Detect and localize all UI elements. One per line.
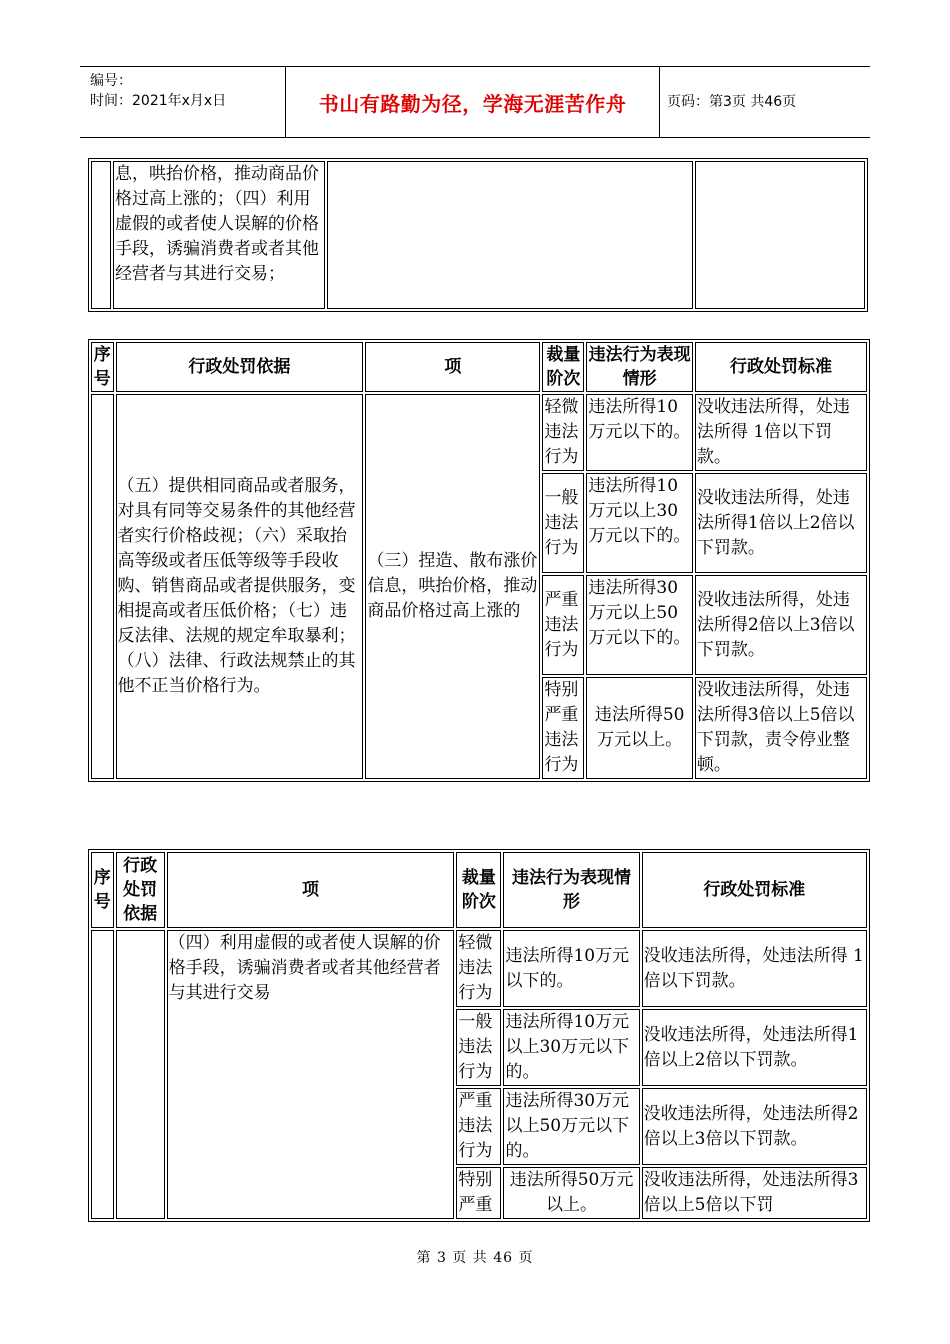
header-seq: 序号 (91, 852, 114, 928)
situation-cell: 违法所得30万元以上50万元以下的。 (503, 1088, 639, 1165)
header-motto-cell (285, 67, 660, 137)
header-standard: 行政处罚标准 (695, 342, 867, 392)
page-footer: 第 3 页 共 46 页 (416, 1250, 534, 1266)
header-level: 裁量阶次 (456, 852, 501, 928)
penalty-table-4 (88, 849, 870, 1222)
situation-cell: 违法所得30万元以上50万元以下的。 (586, 575, 693, 675)
penalty-table-3 (88, 339, 870, 782)
motto-text: 书山有路勤为径，学海无涯苦作舟 (318, 91, 627, 116)
level-cell: 严重违法行为 (542, 575, 584, 675)
header-item: 项 (365, 342, 540, 392)
situation-cell: 违法所得10万元以上30万元以下的。 (503, 1009, 639, 1086)
table-cell (695, 161, 865, 309)
header-standard: 行政处罚标准 (642, 852, 867, 928)
standard-cell: 没收违法所得，处违法所得1倍以上2倍以下罚款。 (695, 473, 867, 573)
header-situation: 违法行为表现情形 (503, 852, 639, 928)
level-cell: 一般违法行为 (456, 1009, 501, 1086)
table-row (91, 930, 867, 1007)
header-level: 裁量阶次 (542, 342, 584, 392)
basis-cell: （五）提供相同商品或者服务，对具有同等交易条件的其他经营者实行价格歧视；（六）采取抬高等级或者压低等级等手段收购、销售商品或者提供服务，变相提高或者压低价格；（七）违反法律、法规的规定牟取暴利；（八）法律、行政法规禁止的其他不正当价格行为。 (116, 394, 364, 779)
table-cell (91, 161, 111, 309)
level-cell: 特别严重 (456, 1167, 501, 1219)
standard-cell: 没收违法所得，处违法所得3倍以上5倍以下罚款，责令停业整顿。 (695, 677, 867, 779)
continuation-table (88, 158, 868, 312)
situation-cell: 违法所得10万元以上30万元以下的。 (586, 473, 693, 573)
seq-cell (91, 930, 114, 1219)
basis-cell (116, 930, 165, 1219)
standard-cell: 没收违法所得，处违法所得 1倍以下罚款。 (642, 930, 867, 1007)
table-cell (327, 161, 692, 309)
page-header (80, 66, 870, 138)
header-item: 项 (167, 852, 455, 928)
page-label: 页码：第3页 共46页 (667, 94, 797, 110)
situation-cell: 违法所得10万元以下的。 (586, 394, 693, 471)
situation-cell: 违法所得50万元以上。 (586, 677, 693, 779)
standard-cell: 没收违法所得，处违法所得1倍以上2倍以下罚款。 (642, 1009, 867, 1086)
standard-cell: 没收违法所得，处违法所得2倍以上3倍以下罚款。 (695, 575, 867, 675)
level-cell: 轻微违法行为 (456, 930, 501, 1007)
basis-cell: 息，哄抬价格，推动商品价格过高上涨的；（四）利用虚假的或者使人误解的价格手段，诱骗消费者或者其他经营者与其进行交易； (113, 161, 325, 309)
situation-cell: 违法所得50万元以上。 (503, 1167, 639, 1219)
table-row (91, 161, 865, 309)
level-cell: 特别严重违法行为 (542, 677, 584, 779)
item-cell: （四）利用虚假的或者使人误解的价格手段，诱骗消费者或者其他经营者与其进行交易 (167, 930, 455, 1219)
standard-cell: 没收违法所得，处违法所得3倍以上5倍以下罚 (642, 1167, 867, 1219)
header-basis: 行政处罚依据 (116, 342, 364, 392)
level-cell: 轻微违法行为 (542, 394, 584, 471)
level-cell: 一般违法行为 (542, 473, 584, 573)
header-situation: 违法行为表现情形 (586, 342, 693, 392)
table-header-row (91, 852, 867, 928)
standard-cell: 没收违法所得，处违法所得2倍以上3倍以下罚款。 (642, 1088, 867, 1165)
seq-cell (91, 394, 114, 779)
item-cell: （三）捏造、散布涨价信息，哄抬价格，推动商品价格过高上涨的 (365, 394, 540, 779)
header-basis: 行政处罚依据 (116, 852, 165, 928)
standard-cell: 没收违法所得，处违法所得 1倍以下罚款。 (695, 394, 867, 471)
level-cell: 严重违法行为 (456, 1088, 501, 1165)
header-seq: 序号 (91, 342, 114, 392)
table-header-row (91, 342, 867, 392)
code-label: 编号： (90, 73, 132, 89)
situation-cell: 违法所得10万元以下的。 (503, 930, 639, 1007)
table-row (91, 394, 867, 471)
header-page-cell (659, 67, 870, 137)
time-label: 时间：2021年x月x日 (90, 93, 227, 109)
header-meta (80, 67, 285, 137)
